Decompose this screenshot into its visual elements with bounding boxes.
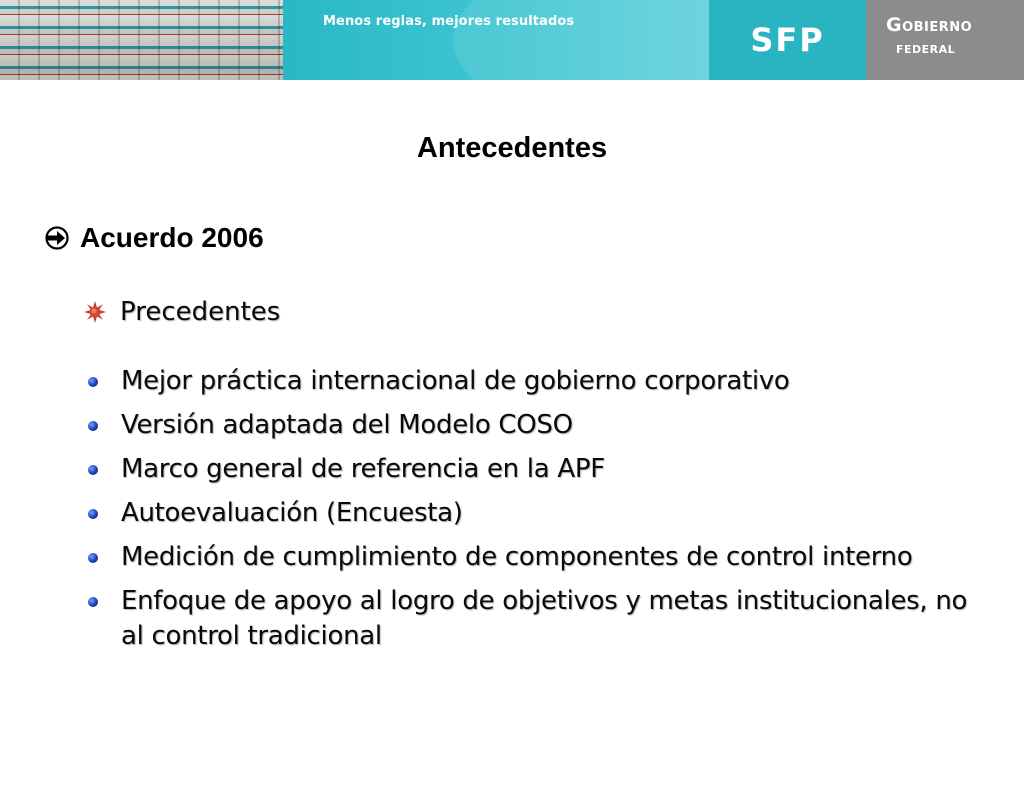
bullet-text: Mejor práctica internacional de gobierno corporativo (121, 366, 790, 396)
bullet-text: Autoevaluación (Encuesta) (121, 498, 463, 528)
subsection-heading (84, 297, 280, 327)
list-item (88, 540, 988, 575)
list-item (88, 584, 988, 654)
blue-dot-bullet-icon (88, 465, 98, 475)
blue-dot-bullet-icon (88, 597, 98, 607)
blue-dot-bullet-icon (88, 421, 98, 431)
sfp-logo (709, 0, 866, 80)
bullet-list (88, 364, 988, 663)
slogan-text: Menos reglas, mejores resultados (323, 14, 575, 29)
red-sun-bullet-icon (84, 301, 106, 323)
slogan-band (283, 0, 709, 80)
list-item (88, 452, 988, 487)
slide-title: Antecedentes (416, 132, 608, 164)
list-item (88, 408, 988, 443)
bullet-text: Versión adaptada del Modelo COSO (121, 410, 573, 440)
list-item (88, 496, 988, 531)
subsection-label: Precedentes (120, 297, 281, 327)
sfp-logo-text: SFP (750, 21, 825, 59)
list-item (88, 364, 988, 399)
gobierno-logo-line1: Gobierno (886, 14, 973, 36)
blue-dot-bullet-icon (88, 553, 98, 563)
arrow-right-circle-icon (44, 225, 70, 251)
section-heading (44, 222, 264, 254)
gobierno-federal-logo (866, 0, 1024, 80)
header-banner (0, 0, 1024, 80)
gobierno-logo-line2: federal (896, 38, 956, 57)
bullet-text: Marco general de referencia en la APF (121, 454, 605, 484)
section-label: Acuerdo 2006 (80, 222, 264, 253)
bullet-text: Medición de cumplimiento de componentes de control interno (121, 542, 913, 572)
blue-dot-bullet-icon (88, 509, 98, 519)
header-photo (0, 0, 283, 80)
blue-dot-bullet-icon (88, 377, 98, 387)
bullet-text: Enfoque de apoyo al logro de objetivos y metas institucionales, no al control tradicional (121, 586, 968, 651)
